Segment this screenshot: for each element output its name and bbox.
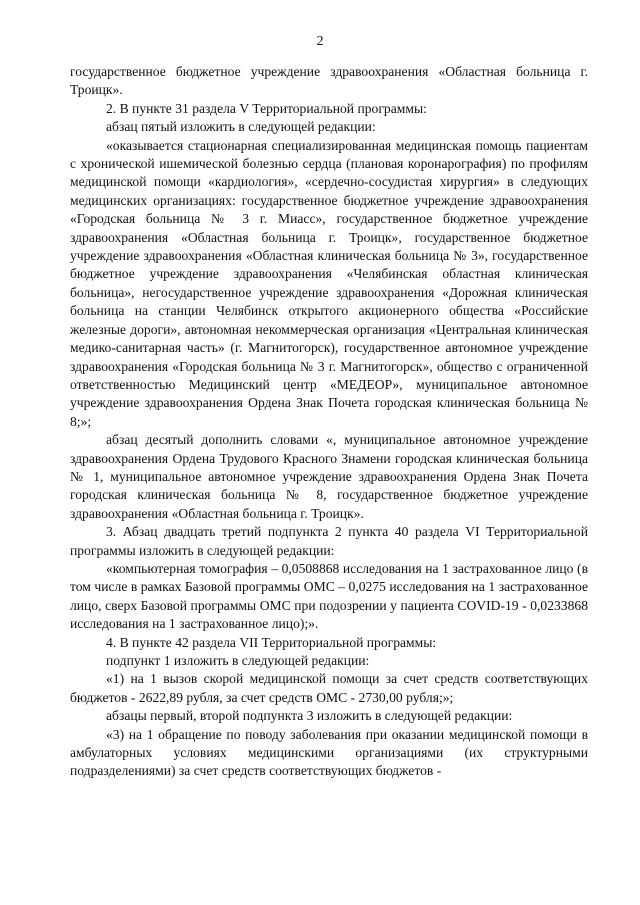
paragraph-ambulance-cost: «1) на 1 вызов скорой медицинской помощи за счет средств соответствующих бюджетов - 2622,89 рубля, за счет средств ОМС - 2730,00 рубля;»; [70,671,588,705]
paragraph-ct-scan: «компьютерная томография – 0,0508868 исследования на 1 застрахованное лицо (в том числе в рамках Базовой программы ОМС – 0,0275 исследования на 1 застрахованное лицо, сверх Базовой программы ОМС при подозрении у пациента COVID-19 - 0,0233868 исследования на 1 застрахованное лицо);». [70,560,588,632]
page-number: 2 [316,34,324,49]
paragraph-quoted-text: «оказывается стационарная специализированная медицинская помощь пациентам с хронической ишемической болезнью сердца (плановая коронарография) по профилям медицинской помощи «кардиология», «сердечно-сосудистая хирургия» в следующих медицинских организациях: государственное бюджетное учреждение здравоохранения «Городская больница № 3 г. Миасс», государственное бюджетное учреждение здравоохранения «Областная больница г. Троицк», государственное бюджетное учреждение здравоохранения «Областная клиническая больница № 3», государственное бюджетное учреждение здравоохранения «Челябинская областная клиническая больница», негосударственное учреждение здравоохранения «Дорожная клиническая больница на станции Челябинск открытого акционерного общества «Российские железные дороги», автономная некоммерческая организация «Центральная клиническая медико-санитарная часть» (г. Магнитогорск), государственное автономное учреждение здравоохранения «Городская больница № 3 г. Магнитогорск», общество с ограниченной ответственностью Медицинский центр «МЕДЕОР», муниципальное автономное учреждение здравоохранения Ордена Знак Почета городская клиническая больница № 8;»; [70,137,588,429]
paragraph-item-2: 2. В пункте 31 раздела V Территориальной программы: [106,100,427,116]
paragraph-item-3: 3. Абзац двадцать третий подпункта 2 пункта 40 раздела VI Территориальной программы изложить в следующей редакции: [70,524,588,558]
paragraph-continuation: государственное бюджетное учреждение здравоохранения «Областная больница г. Троицк». [70,64,588,98]
paragraph-item-4: 4. В пункте 42 раздела VII Территориальной программы: [106,634,437,650]
paragraph-abzac-5: абзац пятый изложить в следующей редакции: [106,119,376,135]
paragraph-abzac-10: абзац десятый дополнить словами «, муниципальное автономное учреждение здравоохранения Ордена Трудового Красного Знамени городская клиническая больница № 1, муниципальное автономное учреждение здравоохранения Ордена Знак Почета городская клиническая больница № 8, государственное бюджетное учреждение здравоохранения «Областная больница г. Троицк». [70,432,588,521]
paragraph-subitem-1: подпункт 1 изложить в следующей редакции: [106,653,370,668]
document-body [70,63,588,781]
paragraph-outpatient: «3) на 1 обращение по поводу заболевания при оказании медицинской помощи в амбулаторных условиях медицинскими организациями (их структурными подразделениями) за счет средств соответствующих бюджетов - [70,726,588,779]
paragraph-subitem-3: абзацы первый, второй подпункта 3 изложить в следующей редакции: [106,708,513,724]
